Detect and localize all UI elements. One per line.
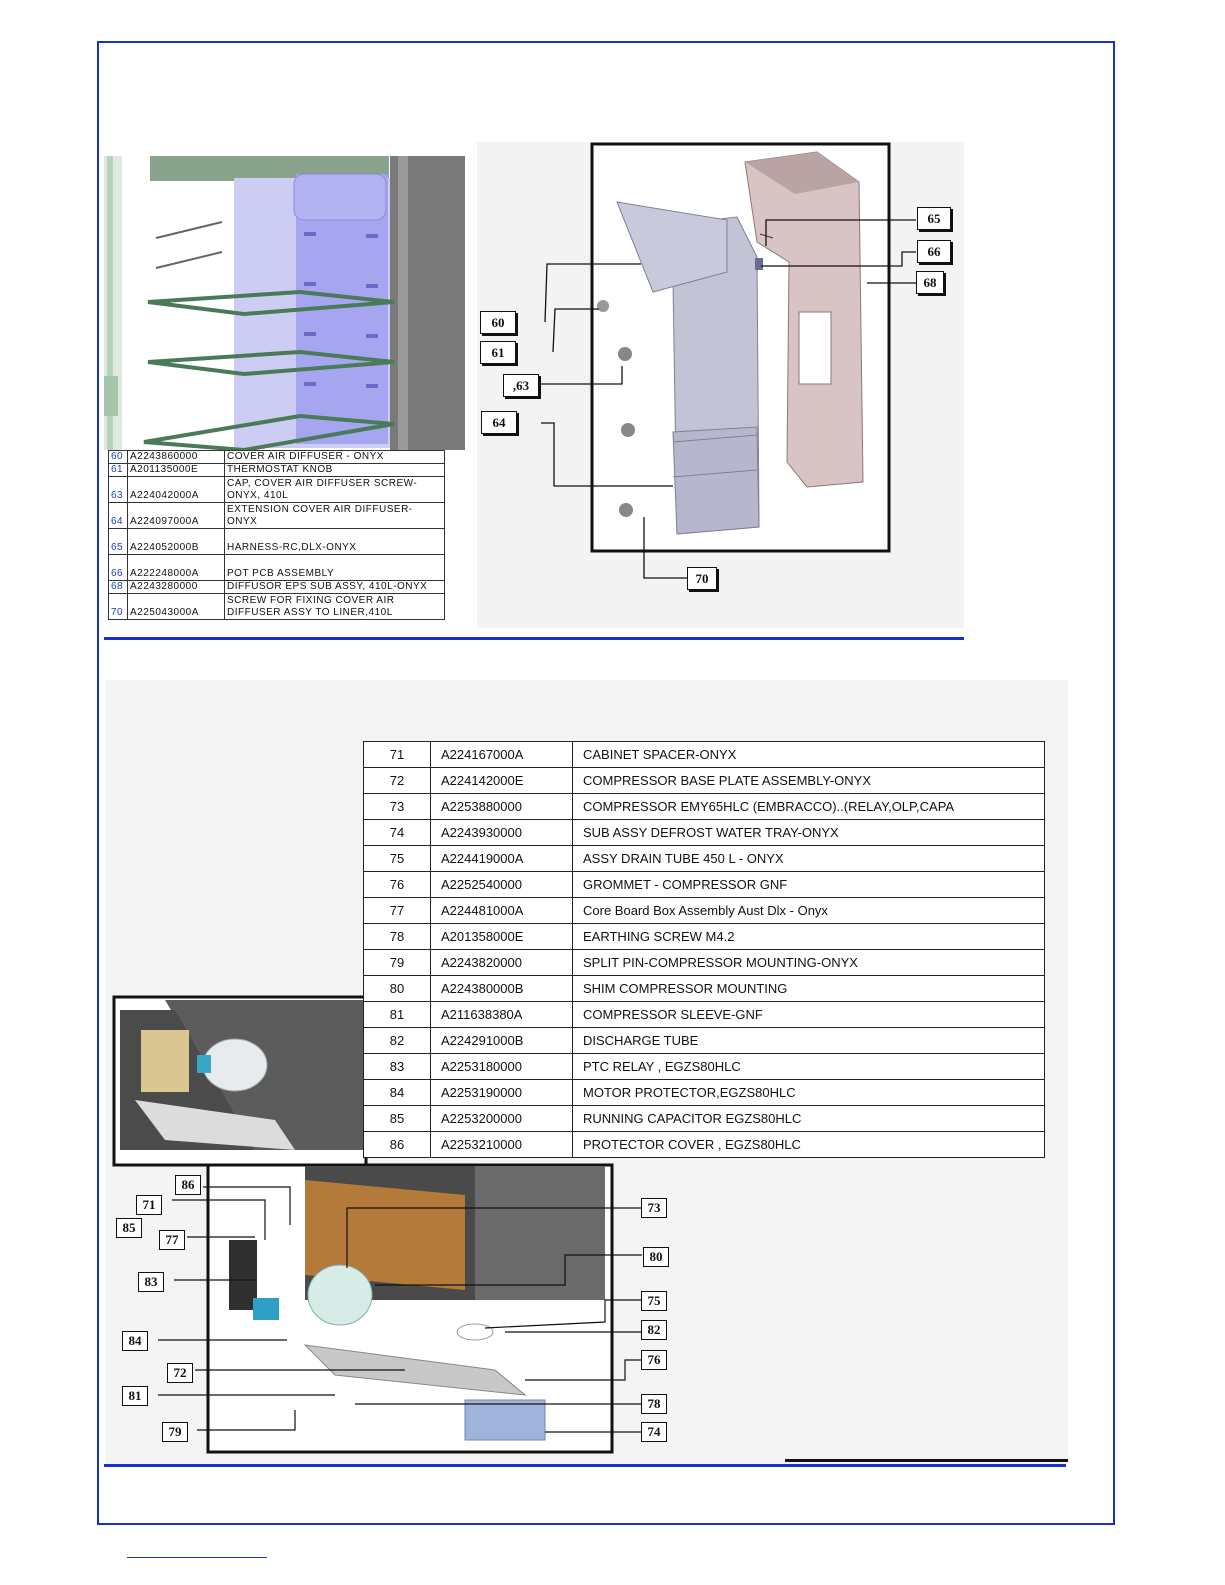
callout-63: ,63 — [503, 374, 539, 397]
callout-80: 80 — [643, 1247, 669, 1267]
callout-70: 70 — [687, 567, 717, 590]
section-divider — [104, 1464, 1066, 1467]
table-row: 61 A201135000E THERMOSTAT KNOB — [109, 464, 445, 477]
callout-66: 66 — [917, 240, 951, 263]
table-row: 78 A201358000E EARTHING SCREW M4.2 — [364, 924, 1045, 950]
table-row: 66 A222248000A POT PCB ASSEMBLY — [109, 555, 445, 581]
table-row: 65 A224052000B HARNESS-RC,DLX-ONYX — [109, 529, 445, 555]
callout-84: 84 — [122, 1331, 148, 1351]
table-row: 70 A225043000A SCREW FOR FIXING COVER AIR DIFFUSER ASSY TO LINER,410L — [109, 594, 445, 620]
callout-86: 86 — [175, 1175, 201, 1195]
table-row: 79 A2243820000 SPLIT PIN-COMPRESSOR MOUNTING-ONYX — [364, 950, 1045, 976]
table-row: 71 A224167000A CABINET SPACER-ONYX — [364, 742, 1045, 768]
diffuser-parts-table — [108, 450, 445, 620]
callout-64: 64 — [481, 411, 517, 434]
callout-71: 71 — [136, 1195, 162, 1215]
table-row: 72 A224142000E COMPRESSOR BASE PLATE ASSEMBLY-ONYX — [364, 768, 1045, 794]
table-row: 75 A224419000A ASSY DRAIN TUBE 450 L - ONYX — [364, 846, 1045, 872]
section-divider — [104, 637, 964, 640]
callout-68: 68 — [916, 271, 944, 294]
table-row: 77 A224481000A Core Board Box Assembly Aust Dlx - Onyx — [364, 898, 1045, 924]
table-row: 64 A224097000A EXTENSION COVER AIR DIFFUSER-ONYX — [109, 503, 445, 529]
table-row: 63 A224042000A CAP, COVER AIR DIFFUSER SCREW-ONYX, 410L — [109, 477, 445, 503]
table-row: 80 A224380000B SHIM COMPRESSOR MOUNTING — [364, 976, 1045, 1002]
callout-85: 85 — [116, 1218, 142, 1238]
table-row: 60 A2243860000 COVER AIR DIFFUSER - ONYX — [109, 451, 445, 464]
callout-76: 76 — [641, 1350, 667, 1370]
refrigerator-interior-image — [104, 156, 465, 450]
callout-81: 81 — [122, 1386, 148, 1406]
callout-61: 61 — [480, 341, 516, 364]
callout-72: 72 — [167, 1363, 193, 1383]
callout-75: 75 — [641, 1291, 667, 1311]
table-row: 81 A211638380A COMPRESSOR SLEEVE-GNF — [364, 1002, 1045, 1028]
footer-link-underline — [127, 1557, 267, 1558]
callout-79: 79 — [162, 1422, 188, 1442]
callout-83: 83 — [138, 1272, 164, 1292]
table-row: 86 A2253210000 PROTECTOR COVER , EGZS80HLC — [364, 1132, 1045, 1158]
table-row: 76 A2252540000 GROMMET - COMPRESSOR GNF — [364, 872, 1045, 898]
callout-74: 74 — [641, 1422, 667, 1442]
table-row: 74 A2243930000 SUB ASSY DEFROST WATER TRAY-ONYX — [364, 820, 1045, 846]
table-row: 83 A2253180000 PTC RELAY , EGZS80HLC — [364, 1054, 1045, 1080]
air-diffuser-exploded-diagram — [477, 142, 964, 628]
compressor-parts-table — [363, 741, 1045, 1158]
table-row: 82 A224291000B DISCHARGE TUBE — [364, 1028, 1045, 1054]
callout-60: 60 — [480, 311, 516, 334]
callout-73: 73 — [641, 1198, 667, 1218]
callout-82: 82 — [641, 1320, 667, 1340]
table-row: 85 A2253200000 RUNNING CAPACITOR EGZS80HLC — [364, 1106, 1045, 1132]
table-row: 84 A2253190000 MOTOR PROTECTOR,EGZS80HLC — [364, 1080, 1045, 1106]
callout-78: 78 — [641, 1394, 667, 1414]
callout-77: 77 — [159, 1230, 185, 1250]
table-row: 73 A2253880000 COMPRESSOR EMY65HLC (EMBRACCO)..(RELAY,OLP,CAPA — [364, 794, 1045, 820]
table-row: 68 A2243280000 DIFFUSOR EPS SUB ASSY, 410L-ONYX — [109, 581, 445, 594]
callout-65: 65 — [917, 207, 951, 230]
